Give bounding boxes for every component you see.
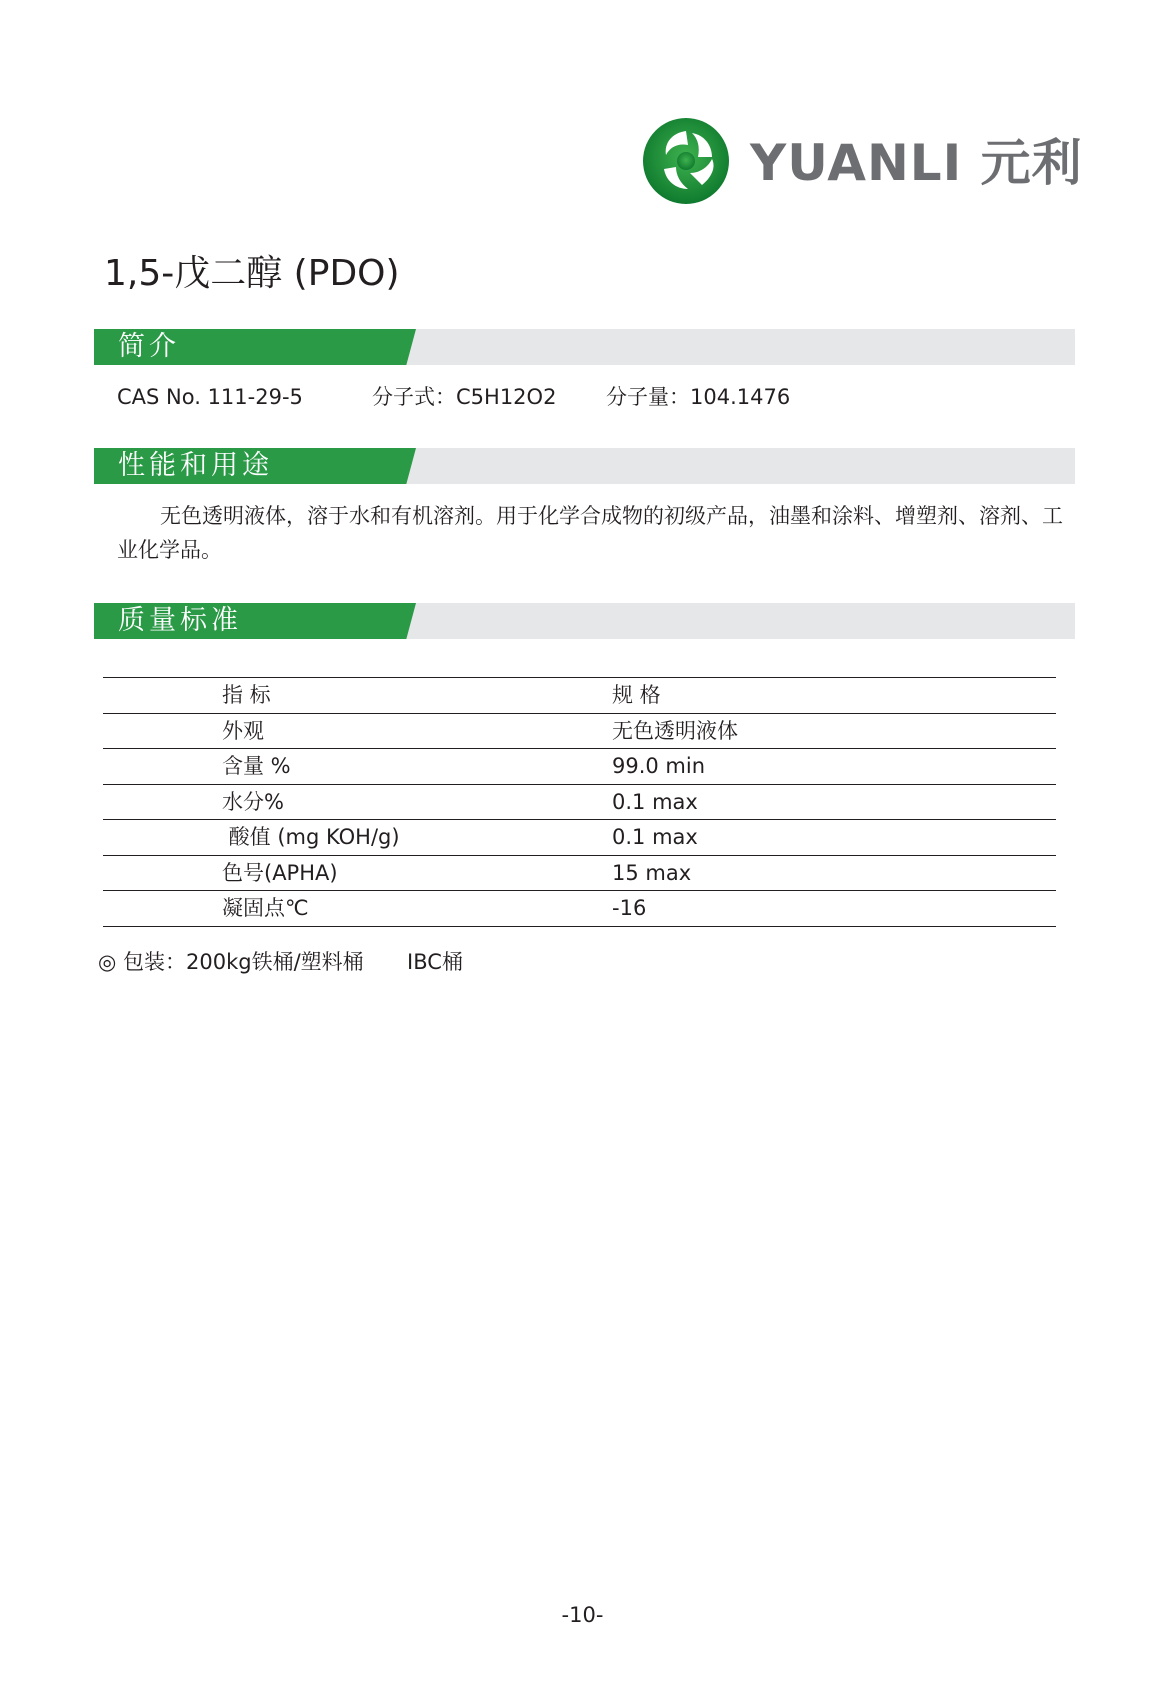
table-row xyxy=(103,891,1056,927)
table-cell-item: 外观 xyxy=(222,718,264,743)
table-cell-spec: 15 max xyxy=(612,860,692,885)
molecular-weight: 分子量：104.1476 xyxy=(606,385,791,409)
table-cell-item: 含量 % xyxy=(222,754,291,779)
section-title: 性能和用途 xyxy=(118,450,273,481)
table-cell-spec: -16 xyxy=(612,896,647,921)
table-cell-spec: 0.1 max xyxy=(612,789,698,814)
table-row xyxy=(103,784,1056,820)
table-cell-item: 酸值 (mg KOH/g) xyxy=(222,825,400,850)
bullet-circle-icon: ◎ xyxy=(98,950,117,974)
table-header-row xyxy=(103,678,1056,714)
table-row xyxy=(103,749,1056,785)
brand-name: YUANLI 元利 xyxy=(750,134,1083,192)
usage-description: 无色透明液体，溶于水和有机溶剂。用于化学合成物的初级产品，油墨和涂料、增塑剂、溶剂、工业化学品。 xyxy=(117,504,1063,562)
packaging-extra: IBC桶 xyxy=(407,950,463,974)
table-row xyxy=(103,855,1056,891)
section-title: 简介 xyxy=(118,331,180,362)
section-title: 质量标准 xyxy=(118,605,242,636)
quality-spec-table xyxy=(103,677,1056,927)
table-row xyxy=(103,713,1056,749)
table-cell-item: 凝固点℃ xyxy=(222,896,309,921)
table-cell-item: 色号(APHA) xyxy=(222,860,338,885)
yuanli-logo-icon xyxy=(642,117,730,205)
page-number: -10- xyxy=(561,1603,604,1627)
table-cell-spec: 99.0 min xyxy=(612,754,706,779)
cas-number: CAS No. 111-29-5 xyxy=(117,385,303,409)
table-cell-spec: 0.1 max xyxy=(612,825,698,850)
packaging-label: 包装：200kg铁桶/塑料桶 xyxy=(123,950,364,974)
table-row xyxy=(103,820,1056,856)
table-cell-spec: 无色透明液体 xyxy=(612,718,738,743)
section-header-quality xyxy=(94,603,1075,639)
table-header-cell: 规 格 xyxy=(612,683,661,708)
section-header-usage xyxy=(94,448,1075,484)
packaging-info xyxy=(98,947,463,977)
brand-logo xyxy=(642,117,1083,207)
molecular-formula: 分子式：C5H12O2 xyxy=(372,385,557,409)
section-header-intro xyxy=(94,329,1075,365)
table-cell-item: 水分% xyxy=(222,789,284,814)
table-header-cell: 指 标 xyxy=(222,683,271,708)
page-title: 1,5-戊二醇 (PDO) xyxy=(104,253,400,294)
